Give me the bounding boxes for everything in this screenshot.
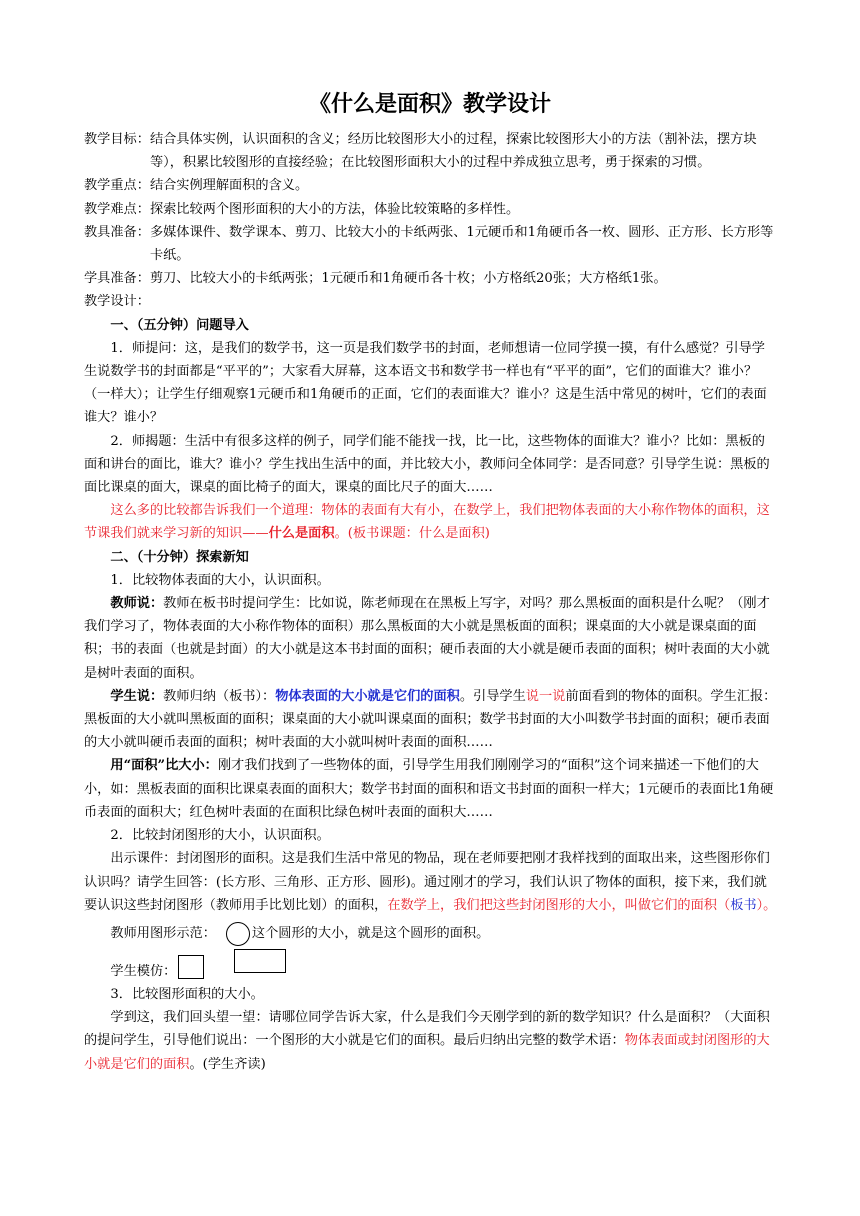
paragraph-5 <box>84 592 778 685</box>
teacher-says-text: 教师在板书时提问学生：比如说，陈老师现在在黑板上写字，对吗？那么黑板面的面积是什么呢？（刚才我们学习了，物体表面的大小称作物体的面积）那么黑板面的大小就是黑板面的面积；课桌面的大小就是课桌面的面积；书的表面（也就是封面）的大小就是这本书封面的面积；硬币表面的大小就是硬币表面的面积；树叶表面的大小就是树叶表面的面积。 <box>84 596 770 681</box>
teaching-goal-text: 结合具体实例，认识面积的含义；经历比较图形大小的过程，探索比较图形大小的方法（割补法，摆方块等），积累比较图形的直接经验；在比较图形面积大小的过程中养成独立思考，勇于探索的习惯。 <box>149 132 757 171</box>
paragraph-3-tail: 。(板书课题：什么是面积) <box>334 526 490 542</box>
paragraph-11-red: 物体表面或封闭图形的大小就是它们的面积 <box>84 1033 770 1072</box>
paragraph-9 <box>84 847 778 917</box>
teaching-goal-label: 教学目标： <box>84 132 150 147</box>
key-point-label: 教学重点： <box>84 178 150 194</box>
teacher-demo-row <box>84 919 778 949</box>
student-imitation-label: 学生模仿： <box>110 963 177 979</box>
student-tools-text: 剪刀、比较大小的卡纸两张；1元硬币和1角硬币各十枚；小方格纸20张；大方格纸1张。 <box>149 271 667 287</box>
key-point-text: 结合实例理解面积的含义。 <box>149 178 309 194</box>
paragraph-2: 2．师揭题：生活中有很多这样的例子，同学们能不能找一找，比一比，这些物体的面谁大？谁小？比如：黑板的面和讲台的面比，谁大？谁小？学生找出生活中的面，并比较大小，教师问全体同学：是否同意？引导学生说：黑板的面比课桌的面大，课桌的面比椅子的面大，课桌的面比尺子的面大…… <box>84 433 770 496</box>
teaching-difficulty <box>84 198 778 221</box>
rectangle-shape-icon <box>234 949 286 973</box>
paragraph-3 <box>84 499 778 545</box>
difficulty-label: 教学难点： <box>84 201 150 217</box>
teaching-tools-label: 教具准备： <box>84 224 150 240</box>
teaching-tools <box>84 221 778 267</box>
compare-area-text: 刚才我们找到了一些物体的面，引导学生用我们刚刚学习的“面积”这个词来描述一下他们的大小，如：黑板表面的面积比课桌表面的面积大；数学书封面的面积和语文书封面的面积一样大；1元硬币的表面比1角硬币表面的面积大；红色树叶表面的在面积比绿色树叶表面的面积大…… <box>84 758 774 820</box>
teacher-says-label: 教师说： <box>110 596 164 612</box>
design-label: 教学设计： <box>84 294 150 310</box>
paragraph-6-a: 教师归纳（板书）： <box>163 688 276 704</box>
student-tools <box>84 267 778 290</box>
paragraph-6 <box>84 685 778 755</box>
teaching-goal <box>84 128 778 174</box>
paragraph-3-bold: 什么是面积 <box>268 526 335 542</box>
student-tools-label: 学具准备： <box>84 271 150 287</box>
paragraph-9-blue: 板书 <box>730 897 757 913</box>
paragraph-3-red: 这么多的比较都告诉我们一个道理：物体的表面有大有小，在数学上，我们把物体表面的大小称作物体的面积，这节课我们就来学习新的知识—— <box>84 503 770 542</box>
paragraph-9-red: 在数学上，我们把这些封闭图形的大小，叫做它们的面积（ <box>387 897 731 913</box>
teaching-key-point <box>84 174 778 197</box>
teacher-demo-text: 这个圆形的大小，就是这个圆形的面积。 <box>251 926 490 942</box>
document-title: 《什么是面积》教学设计 <box>308 92 551 117</box>
circle-shape-icon <box>226 922 250 946</box>
paragraph-7 <box>84 754 778 824</box>
paragraph-6-b: 。引导学生 <box>459 688 526 704</box>
paragraph-6-c: 前面看到的物体的面积。学生汇报：黑板面的大小就叫黑板面的面积；课桌面的大小就叫课桌面的面积；数学书封面的大小叫数学书封面的面积；硬币表面的大小就叫硬币表面的面积；树叶表面的大小就叫树叶表面的面积…… <box>84 688 777 751</box>
paragraph-10: 3．比较图形面积的大小。 <box>110 986 264 1002</box>
paragraph-11-b: 。(学生齐读) <box>189 1056 266 1072</box>
teaching-tools-text: 多媒体课件、数学课本、剪刀、比较大小的卡纸两张、1元硬币和1角硬币各一枚、圆形、正方形、长方形等卡纸。 <box>149 224 774 264</box>
paragraph-6-red: 说一说 <box>525 688 566 704</box>
paragraph-4: 1．比较物体表面的大小，认识面积。 <box>110 572 330 588</box>
paragraph-11-a: 学到这，我们回头望一望：请哪位同学告诉大家，什么是我们今天刚学到的新的数学知识？什么是面积？（大面积的提问学生，引导他们说出：一个图形的大小就是它们的面积。最后归纳出完整的数学术语： <box>84 1010 770 1049</box>
paragraph-9-a: 出示课件：封闭图形的面积。这是我们生活中常见的物品，现在老师要把刚才我样找到的面取出来，这些图形你们认识吗？请学生回答：(长方形、三角形、正方形、圆形)。通过刚才的学习，我们认识了物体的面积，接下来，我们就要认识这些封闭图形（教师用手比划比划）的面积， <box>84 851 770 913</box>
student-says-label: 学生说： <box>110 688 164 704</box>
square-shape-icon <box>178 955 204 979</box>
section-2-heading: 二、（十分钟）探索新知 <box>110 549 249 565</box>
compare-area-label: 用“面积”比大小： <box>110 758 218 774</box>
teacher-demo-label: 教师用图形示范： <box>110 926 216 942</box>
paragraph-11 <box>84 1006 778 1076</box>
paragraph-8: 2．比较封闭图形的大小，认识面积。 <box>110 828 330 844</box>
paragraph-1: 1．师提问：这，是我们的数学书，这一页是我们数学书的封面，老师想请一位同学摸一摸，有什么感觉？引导学生说数学书的封面都是“平平的”；大家看大屏幕，这本语文书和数学书一样也有“平平的面”，它们的面谁大？谁小？（一样大）；让学生仔细观察1元硬币和1角硬币的正面，它们的表面谁大？谁小？这是生活中常见的树叶，它们的表面谁大？谁小？ <box>84 340 767 426</box>
paragraph-9-end: ）。 <box>756 897 777 913</box>
difficulty-text: 探索比较两个图形面积的大小的方法，体验比较策略的多样性。 <box>149 201 520 217</box>
section-1-heading: 一、（五分钟）问题导入 <box>110 317 249 333</box>
paragraph-6-blue: 物体表面的大小就是它们的面积 <box>275 688 460 704</box>
student-imitation-row <box>84 951 778 983</box>
document-body <box>84 128 778 1076</box>
